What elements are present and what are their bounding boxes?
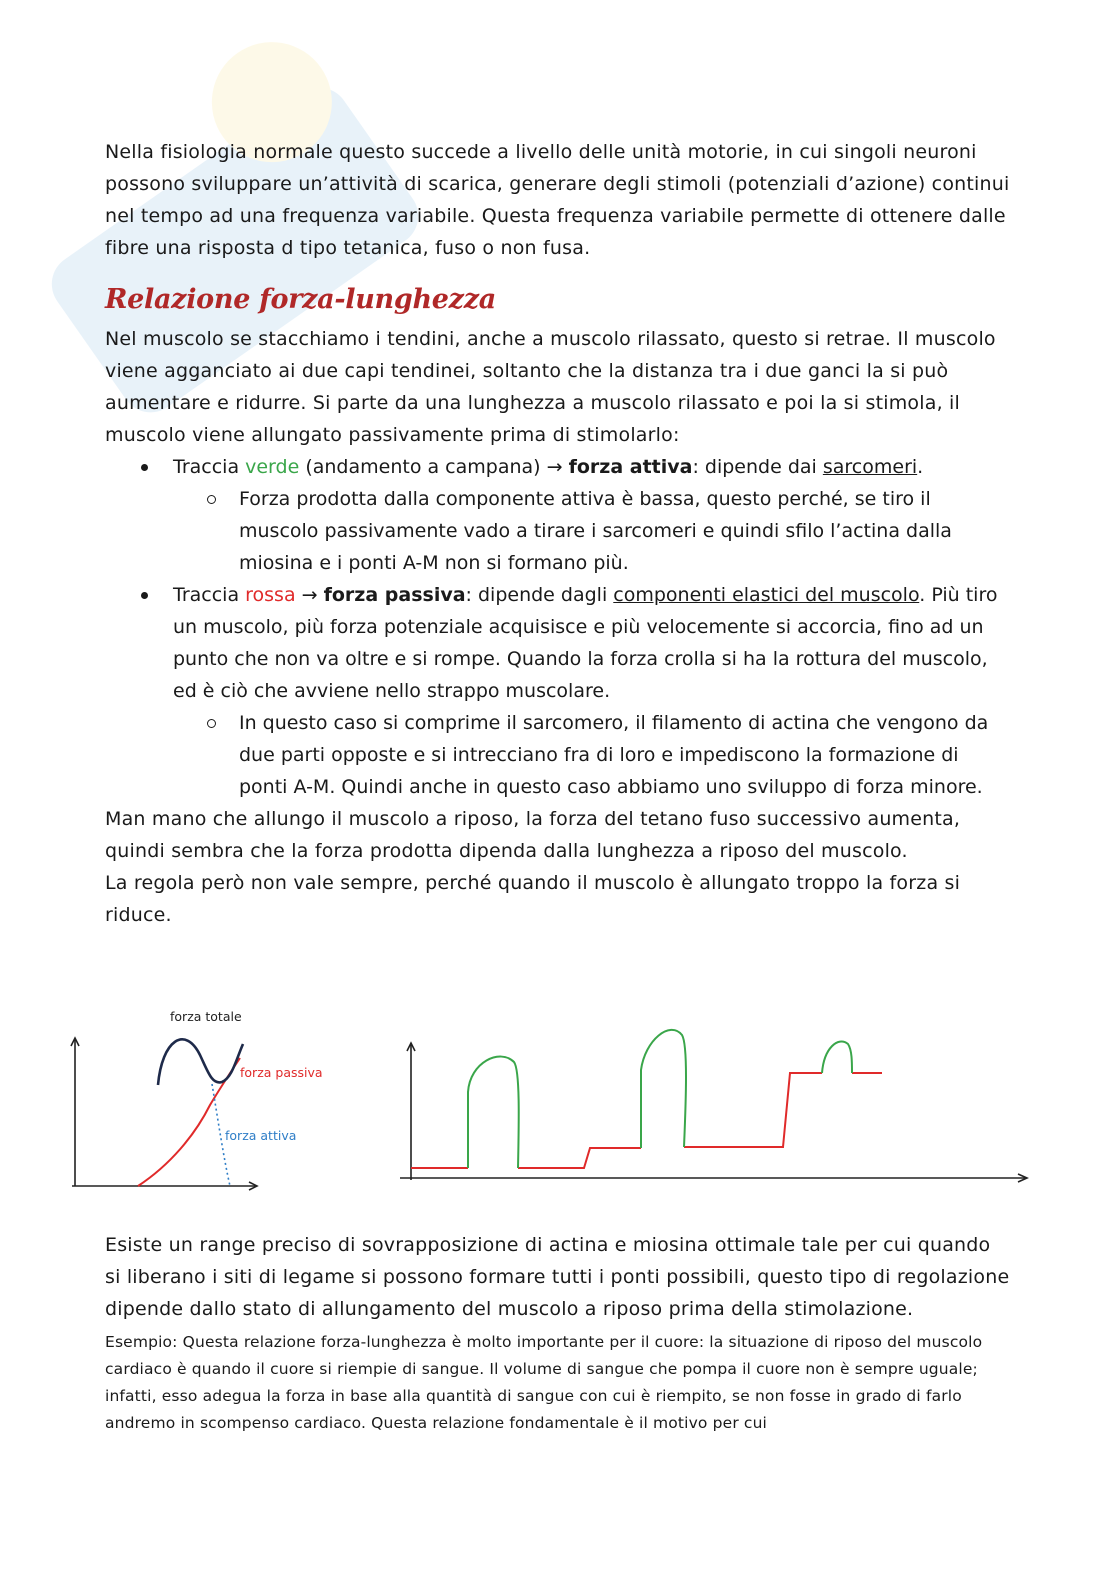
- length-tension-diagram: [71, 1009, 323, 1190]
- bullet-prefix: Traccia: [173, 456, 246, 478]
- bullet-middle: (andamento a campana) →: [299, 456, 569, 478]
- tetanus-peak-1: [468, 1057, 519, 1168]
- total-force-curve: [158, 1039, 243, 1085]
- bullet-mid: : dipende dai: [692, 456, 823, 478]
- color-word-verde: verde: [245, 456, 300, 478]
- bullet-suffix: . Più tiro un muscolo, più forza potenziale acquisisce e più velocemente si accorcia, fino ad un punto che non va oltre e si rompe. Quando la forza crolla si ha la rottura del muscolo, ed è ciò che avviene nello strappo muscolare.: [173, 584, 998, 702]
- bold-forza-passiva: forza passiva: [323, 584, 466, 606]
- passive-force-curve: [138, 1058, 240, 1186]
- page-content: [105, 136, 1010, 931]
- bullet-list: [105, 451, 1010, 803]
- tetanus-trace-diagram: [400, 1030, 1027, 1182]
- tetanus-peak-2: [641, 1030, 686, 1148]
- bold-forza-attiva: forza attiva: [568, 456, 693, 478]
- label-forza-passiva: forza passiva: [240, 1065, 323, 1080]
- figures: [0, 1000, 1116, 1200]
- sub-list: [173, 707, 1010, 803]
- section-title: Relazione forza-lunghezza: [105, 284, 496, 315]
- lower-content: [105, 1229, 1010, 1437]
- bullet-item-rossa: [173, 579, 1010, 803]
- section-paragraph: Nel muscolo se stacchiamo i tendini, anche a muscolo rilassato, questo si retrae. Il muscolo viene agganciato ai due capi tendinei, soltanto che la distanza tra i due ganci la si può aumentare e ridurre. Si parte da una lunghezza a muscolo rilassato e poi la si stimola, il muscolo viene allungato passivamente prima di stimolarlo:: [105, 328, 996, 446]
- overlap-paragraph: Esiste un range preciso di sovrapposizione di actina e miosina ottimale tale per cui quando si liberano i siti di legame si possono formare tutti i ponti possibili, questo tipo di regolazione dipende dallo stato di allungamento del muscolo a riposo prima della stimolazione.: [105, 1234, 1010, 1320]
- label-forza-attiva: forza attiva: [225, 1128, 297, 1143]
- bullet-middle: →: [295, 584, 324, 606]
- intro-paragraph: Nella fisiologia normale questo succede a livello delle unità motorie, in cui singoli neuroni possono sviluppare un’attività di scarica, generare degli stimoli (potenziali d’azione) continui nel tempo ad una frequenza variabile. Questa frequenza variabile permette di ottenere dalle fibre una risposta d tipo tetanica, fuso o non fusa.: [105, 141, 1010, 259]
- bullet-prefix: Traccia: [173, 584, 246, 606]
- passive-baseline-trace: [411, 1073, 882, 1168]
- sub-item: Forza prodotta dalla componente attiva è bassa, questo perché, se tiro il muscolo passivamente vado a tirare i sarcomeri e quindi sfilo l’actina dalla miosina e i ponti A-M non si formano più.: [239, 483, 1010, 579]
- bullet-mid: : dipende dagli: [465, 584, 614, 606]
- tetanus-peak-3: [822, 1042, 852, 1073]
- sub-list: [173, 483, 1010, 579]
- sub-item: In questo caso si comprime il sarcomero, il filamento di actina che vengono da due parti opposte e si intrecciano fra di loro e impediscono la formazione di ponti A-M. Quindi anche in questo caso abbiamo uno sviluppo di forza minore.: [239, 707, 1010, 803]
- bullet-item-verde: [173, 451, 1010, 579]
- paragraph-after-1: Man mano che allungo il muscolo a riposo, la forza del tetano fuso successivo aumenta, quindi sembra che la forza prodotta dipenda dalla lunghezza a riposo del muscolo.: [105, 808, 961, 862]
- bullet-suffix: .: [917, 456, 924, 478]
- color-word-rossa: rossa: [245, 584, 296, 606]
- label-forza-totale: forza totale: [170, 1009, 242, 1024]
- underlined-componenti: componenti elastici del muscolo: [613, 584, 920, 606]
- example-paragraph: Esempio: Questa relazione forza-lunghezza è molto importante per il cuore: la situazione di riposo del muscolo cardiaco è quando il cuore si riempie di sangue. Il volume di sangue che pompa il cuore non è sempre uguale; infatti, esso adegua la forza in base alla quantità di sangue con cui è riempito, se non fosse in grado di farlo andremo in scompenso cardiaco. Questa relazione fondamentale è il motivo per cui: [105, 1333, 983, 1432]
- paragraph-after-2: La regola però non vale sempre, perché quando il muscolo è allungato troppo la forza si riduce.: [105, 872, 961, 926]
- underlined-sarcomeri: sarcomeri: [822, 456, 918, 478]
